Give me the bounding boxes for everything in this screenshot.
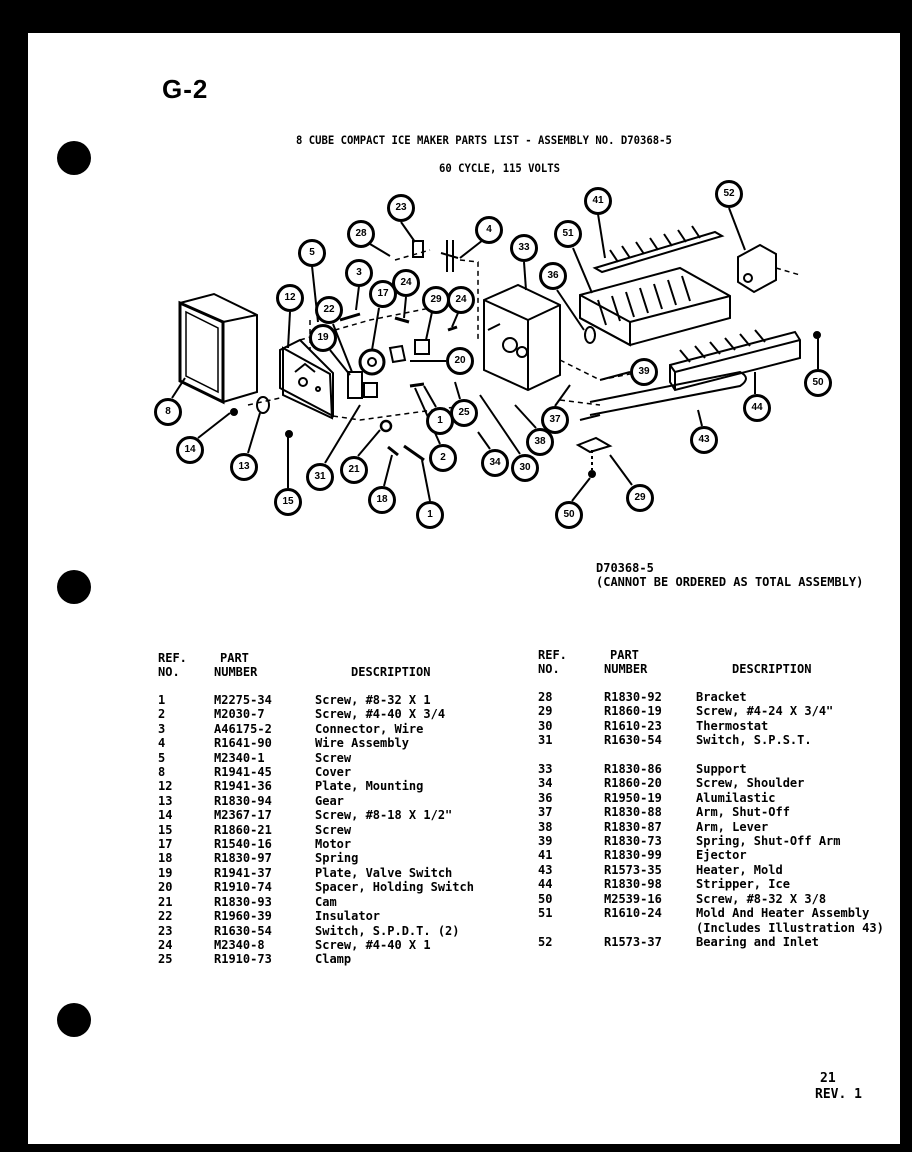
part-number-cell: R1630-54 [214, 923, 272, 938]
ref-no-cell: 39 [538, 834, 553, 849]
part-number-cell: R1910-73 [214, 952, 272, 967]
callout-ref-25: 25 [450, 399, 478, 427]
table-row [158, 823, 474, 837]
table-row [158, 693, 474, 707]
table-row [158, 751, 474, 765]
description-cell: Motor [315, 837, 352, 852]
table-row [538, 762, 884, 776]
ref-no-cell: 13 [158, 793, 173, 808]
callout-ref-43: 43 [690, 426, 718, 454]
table-row [538, 820, 884, 834]
assembly-number: D70368-5 [596, 561, 654, 575]
part-number-cell: R1941-45 [214, 765, 272, 780]
table-row [158, 909, 474, 923]
part-number-cell: R1610-24 [604, 906, 662, 921]
table-row [158, 765, 474, 779]
ref-no-cell: 19 [158, 865, 173, 880]
ref-no-cell: 25 [158, 952, 173, 967]
callout-ref-1: 1 [416, 501, 444, 529]
ref-no-header: REF. NO. [158, 651, 187, 679]
callout-ref-29: 29 [626, 484, 654, 512]
description-cell: Screw, #8-18 X 1/2" [315, 808, 453, 823]
parts-table-right [538, 648, 884, 949]
ref-no-cell: 37 [538, 805, 553, 820]
description-cell: Wire Assembly [315, 736, 409, 751]
callout-ref-33: 33 [510, 234, 538, 262]
table-row [158, 837, 474, 851]
ref-no-cell [538, 748, 604, 762]
description-cell: Spring, Shut-Off Arm [696, 834, 841, 849]
callout-ref-30: 30 [511, 454, 539, 482]
table-row [538, 877, 884, 891]
ref-no-cell: 29 [538, 704, 553, 719]
ref-no-cell: 51 [538, 906, 553, 921]
part-number-cell: R1573-37 [604, 934, 662, 949]
table-row [158, 924, 474, 938]
description-header: DESCRIPTION [732, 662, 812, 676]
page-number: 21 [820, 1071, 836, 1086]
part-number-cell: M2030-7 [214, 707, 265, 722]
table-row [538, 848, 884, 862]
table-row [538, 690, 884, 704]
ref-no-cell: 3 [158, 721, 166, 736]
ref-no-cell: 34 [538, 776, 553, 791]
table-row [158, 895, 474, 909]
callout-ref-14: 14 [176, 436, 204, 464]
callout-ref-22: 22 [315, 296, 343, 324]
table-row [538, 733, 884, 747]
table-row [538, 719, 884, 733]
description-cell: Arm, Lever [696, 819, 769, 834]
description-cell: Arm, Shut-Off [696, 805, 790, 820]
part-number-cell: R1540-16 [214, 837, 272, 852]
table-body [538, 690, 884, 949]
callout-ref-38: 38 [526, 428, 554, 456]
callout-ref-13: 13 [230, 453, 258, 481]
ref-no-cell: 44 [538, 877, 553, 892]
callout-ref-15: 15 [274, 488, 302, 516]
description-cell: Alumilastic [696, 790, 776, 805]
parts-table-left [158, 651, 474, 967]
part-number-cell: M2275-34 [214, 693, 272, 707]
part-number-cell: R1910-74 [214, 880, 272, 895]
table-row [538, 892, 884, 906]
ref-no-cell: 22 [158, 909, 173, 924]
part-number-cell: R1860-20 [604, 776, 662, 791]
callout-ref-23: 23 [387, 194, 415, 222]
callout-ref-24: 24 [392, 269, 420, 297]
table-row [158, 722, 474, 736]
part-number-cell: R1830-97 [214, 851, 272, 866]
callout-ref-36: 36 [539, 262, 567, 290]
part-number-cell: R1830-87 [604, 819, 662, 834]
cover-part-illustration [180, 294, 257, 402]
table-body [158, 693, 474, 967]
ref-no-cell: 33 [538, 762, 553, 777]
ref-no-cell: 4 [158, 736, 166, 751]
callout-ref-34: 34 [481, 449, 509, 477]
part-number-cell: R1830-94 [214, 793, 272, 808]
table-row [538, 906, 884, 920]
ref-no-cell: 52 [538, 934, 553, 949]
table-row [538, 704, 884, 718]
table-row [538, 921, 884, 935]
callout-ref-5: 5 [298, 239, 326, 267]
part-number-cell: R1860-21 [214, 822, 272, 837]
ref-no-cell: 38 [538, 819, 553, 834]
description-cell: Plate, Mounting [315, 779, 424, 794]
table-row [158, 808, 474, 822]
callout-ref-37: 37 [541, 406, 569, 434]
part-number-cell: R1950-19 [604, 790, 662, 805]
callout-ref-1: 1 [426, 407, 454, 435]
part-number-cell: M2539-16 [604, 891, 662, 906]
description-cell: Support [696, 762, 747, 777]
description-cell: Connector, Wire [315, 721, 424, 736]
page-title: 8 CUBE COMPACT ICE MAKER PARTS LIST - ASSEMBLY NO. D70368-5 [296, 133, 672, 147]
table-header [158, 651, 474, 679]
description-cell: Screw [315, 750, 352, 765]
revision: REV. 1 [815, 1087, 862, 1102]
description-cell: Screw, #4-24 X 3/4" [696, 704, 834, 719]
ref-no-cell: 17 [158, 837, 173, 852]
callout-ref-21: 21 [340, 456, 368, 484]
description-header: DESCRIPTION [351, 665, 431, 679]
table-row [538, 935, 884, 949]
ref-no-cell: 36 [538, 790, 553, 805]
description-cell: Screw [315, 822, 352, 837]
table-row [158, 736, 474, 750]
description-cell: Screw, #8-32 X 1 [315, 693, 431, 707]
callout-ref-44: 44 [743, 394, 771, 422]
ref-no-cell [538, 921, 604, 935]
part-number-cell: R1860-19 [604, 704, 662, 719]
part-number-cell: R1573-35 [604, 862, 662, 877]
description-cell: Stripper, Ice [696, 877, 790, 892]
callout-ref-17: 17 [369, 280, 397, 308]
part-number-cell: M2367-17 [214, 808, 272, 823]
description-cell: Screw, #4-40 X 3/4 [315, 707, 446, 722]
ref-no-cell: 8 [158, 765, 166, 780]
table-row [538, 863, 884, 877]
part-number-cell: R1630-54 [604, 733, 662, 748]
callout-ref-29: 29 [422, 286, 450, 314]
page-subtitle: 60 CYCLE, 115 VOLTS [439, 161, 561, 175]
description-cell: Cover [315, 765, 352, 780]
ref-no-cell: 1 [158, 693, 166, 707]
assembly-note [596, 561, 863, 589]
description-cell: Screw, #8-32 X 3/8 [696, 891, 827, 906]
callout-ref-8: 8 [154, 398, 182, 426]
table-row [158, 794, 474, 808]
ref-no-cell: 12 [158, 779, 173, 794]
callout-ref-19: 19 [309, 324, 337, 352]
ref-no-cell: 24 [158, 937, 173, 952]
table-row [538, 748, 884, 762]
description-cell: Heater, Mold [696, 862, 783, 877]
description-cell: (Includes Illustration 43) [696, 920, 884, 935]
page-footer [815, 1071, 862, 1103]
table-row [158, 707, 474, 721]
callout-ref-50: 50 [555, 501, 583, 529]
part-number-header: PART NUMBER [214, 651, 258, 679]
callout-ref-50: 50 [804, 369, 832, 397]
part-number-header: PART NUMBER [604, 648, 648, 676]
housing-illustration [484, 285, 560, 390]
description-cell: Gear [315, 793, 344, 808]
description-cell: Clamp [315, 952, 352, 967]
ref-no-cell: 2 [158, 707, 166, 722]
part-number-cell: R1830-88 [604, 805, 662, 820]
table-row [158, 952, 474, 966]
callout-ref-18: 18 [368, 486, 396, 514]
description-cell: Screw, Shoulder [696, 776, 805, 791]
ref-no-cell: 28 [538, 690, 553, 704]
table-row [158, 938, 474, 952]
part-number-cell: R1830-99 [604, 848, 662, 863]
callout-ref-31: 31 [306, 463, 334, 491]
callout-ref-24: 24 [447, 286, 475, 314]
description-cell: Bracket [696, 690, 747, 704]
part-number-cell: A46175-2 [214, 721, 272, 736]
description-cell: Switch, S.P.D.T. (2) [315, 923, 460, 938]
table-row [538, 805, 884, 819]
callout-ref-12: 12 [276, 284, 304, 312]
part-number-cell: R1960-39 [214, 909, 272, 924]
part-number-cell: R1610-23 [604, 718, 662, 733]
description-cell: Mold And Heater Assembly [696, 906, 870, 921]
part-number-cell: R1830-73 [604, 834, 662, 849]
callout-ref-51: 51 [554, 220, 582, 248]
ref-no-cell: 14 [158, 808, 173, 823]
ref-no-cell: 15 [158, 822, 173, 837]
mold-illustration [580, 268, 730, 345]
description-cell: Screw, #4-40 X 1 [315, 937, 431, 952]
table-row [158, 851, 474, 865]
table-row [158, 880, 474, 894]
part-number-cell: R1641-90 [214, 736, 272, 751]
description-cell: Spacer, Holding Switch [315, 880, 474, 895]
part-number-cell [604, 921, 696, 935]
description-cell: Switch, S.P.S.T. [696, 733, 812, 748]
ref-no-cell: 31 [538, 733, 553, 748]
table-row [158, 779, 474, 793]
ref-no-header: REF. NO. [538, 648, 567, 676]
part-number-cell: R1941-36 [214, 779, 272, 794]
part-number-cell: R1830-93 [214, 894, 272, 909]
description-cell: Insulator [315, 909, 381, 924]
table-row [538, 791, 884, 805]
callout-ref-52: 52 [715, 180, 743, 208]
callout-ref-28: 28 [347, 220, 375, 248]
description-cell: Thermostat [696, 718, 769, 733]
description-cell: Cam [315, 894, 337, 909]
ref-no-cell: 43 [538, 862, 553, 877]
section-code: G-2 [162, 74, 209, 104]
ref-no-cell: 50 [538, 891, 553, 906]
part-number-cell: M2340-1 [214, 750, 265, 765]
description-cell: Spring [315, 851, 359, 866]
description-cell: Plate, Valve Switch [315, 865, 453, 880]
ref-no-cell: 23 [158, 923, 173, 938]
table-row [538, 834, 884, 848]
callout-ref-20: 20 [446, 347, 474, 375]
callout-ref-2: 2 [429, 444, 457, 472]
ref-no-cell: 5 [158, 750, 166, 765]
part-number-cell [604, 748, 696, 762]
ref-no-cell: 30 [538, 718, 553, 733]
table-row [538, 776, 884, 790]
callout-ref-39: 39 [630, 358, 658, 386]
table-row [158, 866, 474, 880]
description-cell: Ejector [696, 848, 747, 863]
callout-ref-4: 4 [475, 216, 503, 244]
description-cell [696, 748, 703, 762]
ref-no-cell: 21 [158, 894, 173, 909]
part-number-cell: R1941-37 [214, 865, 272, 880]
description-cell: Bearing and Inlet [696, 934, 819, 949]
callout-ref-41: 41 [584, 187, 612, 215]
part-number-cell: R1830-92 [604, 690, 662, 704]
part-number-cell: M2340-8 [214, 937, 265, 952]
ref-no-cell: 18 [158, 851, 173, 866]
assembly-order-note: (CANNOT BE ORDERED AS TOTAL ASSEMBLY) [596, 575, 864, 589]
ref-no-cell: 41 [538, 848, 553, 863]
ref-no-cell: 20 [158, 880, 173, 895]
part-number-cell: R1830-86 [604, 762, 662, 777]
callout-ref-3: 3 [345, 259, 373, 287]
part-number-cell: R1830-98 [604, 877, 662, 892]
table-header [538, 648, 884, 676]
